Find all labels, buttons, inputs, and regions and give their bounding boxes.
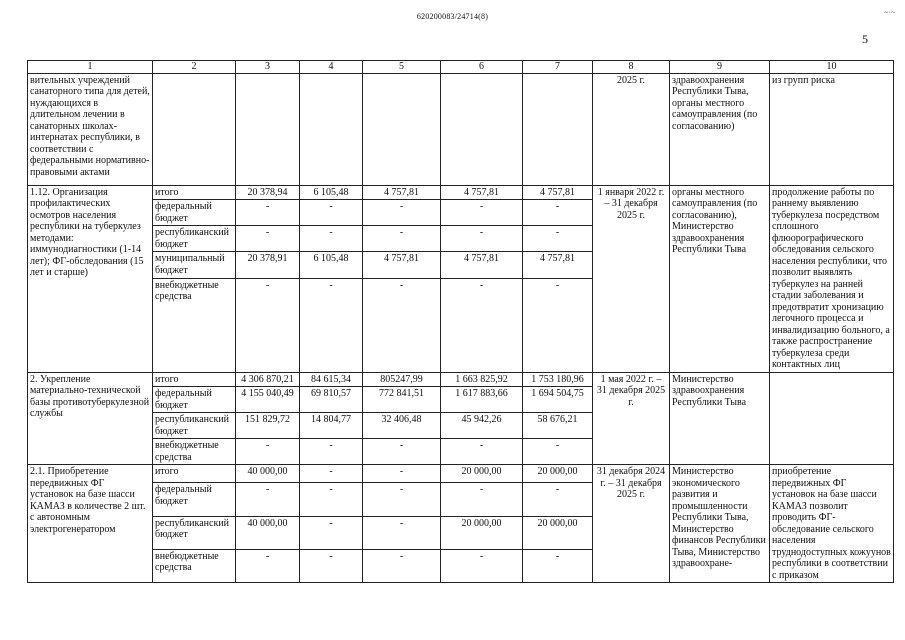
measure-name: вительных учреждений санаторного типа для детей, нуждающихся в длительном лечении в санаторных школах-интернатах республики, в соответствии с федеральными нормативно-правовыми актами	[28, 73, 153, 185]
column-header: 4	[300, 61, 363, 74]
amount-total: -	[236, 439, 300, 465]
expected-result: продолжение работы по раннему выявлению туберкулеза посредством сплошного флюорографического обследования сельского населения республики, что позволит выявлять туберкулез на ранней стадии заболевания и предотвратит хронизацию легочного процесса и инвалидизацию больного, а также распространение туберкулеза среди контактных лиц	[770, 185, 894, 372]
amount-2023: 805247,99	[363, 372, 441, 387]
column-header: 3	[236, 61, 300, 74]
measure-name: 2.1. Приобретение передвижных ФГ установок на базе шасси КАМАЗ в количестве 2 шт. с автономным электрогенератором	[28, 465, 153, 583]
source-label: республиканский бюджет	[153, 413, 236, 439]
period: 2025 г.	[593, 73, 670, 185]
amount-2024: 4 757,81	[441, 185, 523, 200]
column-header: 9	[670, 61, 770, 74]
executor: Министерство экономического развития и промышленности Республики Тыва, Министерство финансов Республики Тыва, Министерство здравоохране-	[670, 465, 770, 583]
amount-2024: -	[441, 226, 523, 252]
amount-2023: -	[363, 439, 441, 465]
program-table	[27, 60, 894, 583]
source-label: внебюджетные средства	[153, 439, 236, 465]
amount-2023: -	[363, 549, 441, 582]
column-number-row	[28, 61, 894, 74]
corner-mark: ~·~	[884, 8, 896, 17]
amount-2023: 4 757,81	[363, 252, 441, 278]
amount-2022: 84 615,34	[300, 372, 363, 387]
amount-total: 20 378,91	[236, 252, 300, 278]
amount-2022: 6 105,48	[300, 185, 363, 200]
column-header: 1	[28, 61, 153, 74]
amount-2024: -	[441, 278, 523, 372]
amount-2023: -	[363, 516, 441, 549]
column-header: 7	[523, 61, 593, 74]
amount-total: -	[236, 200, 300, 226]
amount-2025: 1 694 504,75	[523, 387, 593, 413]
amount-total: -	[236, 278, 300, 372]
amount-2024: -	[441, 549, 523, 582]
amount-2025: -	[523, 278, 593, 372]
amount-2023: 772 841,51	[363, 387, 441, 413]
expected-result: из групп риска	[770, 73, 894, 185]
amount-total: 20 378,94	[236, 185, 300, 200]
measure-name: 2. Укрепление материально-технической базы противотуберкулезной службы	[28, 372, 153, 465]
column-header: 6	[441, 61, 523, 74]
table-row	[28, 465, 894, 483]
page-number: 5	[862, 32, 868, 46]
source-label: итого	[153, 465, 236, 483]
amount-2023: 32 406,48	[363, 413, 441, 439]
source-label: внебюджетные средства	[153, 278, 236, 372]
amount-2022: -	[300, 439, 363, 465]
amount-2024: 1 617 883,66	[441, 387, 523, 413]
source-label: внебюджетные средства	[153, 549, 236, 582]
amount-2024: -	[441, 439, 523, 465]
measure-name: 1.12. Организация профилактических осмотров населения республики на туберкулез методами: иммунодиагностики (1-14 лет); ФГ-обследования (15 лет и старше)	[28, 185, 153, 372]
amount-2022: -	[300, 549, 363, 582]
column-header: 5	[363, 61, 441, 74]
source-label: федеральный бюджет	[153, 200, 236, 226]
amount-2025: 4 757,81	[523, 252, 593, 278]
amount-2022: 14 804,77	[300, 413, 363, 439]
amount-2023: -	[363, 200, 441, 226]
amount-2023: -	[363, 226, 441, 252]
amount-total: -	[236, 483, 300, 516]
executor: здравоохранения Республики Тыва, органы местного самоуправления (по согласованию)	[670, 73, 770, 185]
column-header: 10	[770, 61, 894, 74]
source-label: федеральный бюджет	[153, 387, 236, 413]
amount-2025: -	[523, 200, 593, 226]
table-row	[28, 185, 894, 200]
amount-2023: -	[363, 483, 441, 516]
table-row	[28, 372, 894, 387]
amount-2025: 58 676,21	[523, 413, 593, 439]
amount-2023: -	[363, 465, 441, 483]
source-label: федеральный бюджет	[153, 483, 236, 516]
amount-2024: 1 663 825,92	[441, 372, 523, 387]
amount-2025: -	[523, 549, 593, 582]
amount-2025: -	[523, 483, 593, 516]
amount-2022: -	[300, 516, 363, 549]
source-label: муниципальный бюджет	[153, 252, 236, 278]
source-label: республиканский бюджет	[153, 516, 236, 549]
table-row	[28, 73, 894, 185]
document-id: 620200083/24714(8)	[416, 12, 489, 21]
amount-2022: 69 810,57	[300, 387, 363, 413]
amount-2022: -	[300, 278, 363, 372]
amount-total: -	[236, 226, 300, 252]
period: 1 января 2022 г. – 31 декабря 2025 г.	[593, 185, 670, 372]
amount-2022: -	[300, 200, 363, 226]
expected-result	[770, 372, 894, 465]
amount-total: 4 155 040,49	[236, 387, 300, 413]
column-header: 2	[153, 61, 236, 74]
amount-2024: 4 757,81	[441, 252, 523, 278]
amount-2023: -	[363, 278, 441, 372]
expected-result: приобретение передвижных ФГ установок на базе шасси КАМАЗ позволит проводить ФГ-обследование сельского населения труднодоступных кожуунов республики в соответствии с приказом	[770, 465, 894, 583]
amount-2024: -	[441, 483, 523, 516]
amount-2025: 20 000,00	[523, 516, 593, 549]
amount-total: 40 000,00	[236, 465, 300, 483]
period: 1 мая 2022 г. – 31 декабря 2025 г.	[593, 372, 670, 465]
source-label: итого	[153, 372, 236, 387]
executor: органы местного самоуправления (по согласованию), Министерство здравоохранения Республики Тыва	[670, 185, 770, 372]
amount-total: 4 306 870,21	[236, 372, 300, 387]
amount-2022: -	[300, 483, 363, 516]
amount-2024: -	[441, 200, 523, 226]
amount-2024: 20 000,00	[441, 465, 523, 483]
amount-total: -	[236, 549, 300, 582]
source-label: итого	[153, 185, 236, 200]
amount-2024: 45 942,26	[441, 413, 523, 439]
amount-2025: -	[523, 439, 593, 465]
amount-2024: 20 000,00	[441, 516, 523, 549]
period: 31 декабря 2024 г. – 31 декабря 2025 г.	[593, 465, 670, 583]
amount-total: 151 829,72	[236, 413, 300, 439]
amount-2025: -	[523, 226, 593, 252]
amount-2022: -	[300, 465, 363, 483]
amount-total: 40 000,00	[236, 516, 300, 549]
amount-2023: 4 757,81	[363, 185, 441, 200]
amount-2025: 1 753 180,96	[523, 372, 593, 387]
amount-2025: 4 757,81	[523, 185, 593, 200]
executor: Министерство здравоохранения Республики Тыва	[670, 372, 770, 465]
amount-2022: -	[300, 226, 363, 252]
source-label: республиканский бюджет	[153, 226, 236, 252]
amount-2025: 20 000,00	[523, 465, 593, 483]
column-header: 8	[593, 61, 670, 74]
amount-2022: 6 105,48	[300, 252, 363, 278]
